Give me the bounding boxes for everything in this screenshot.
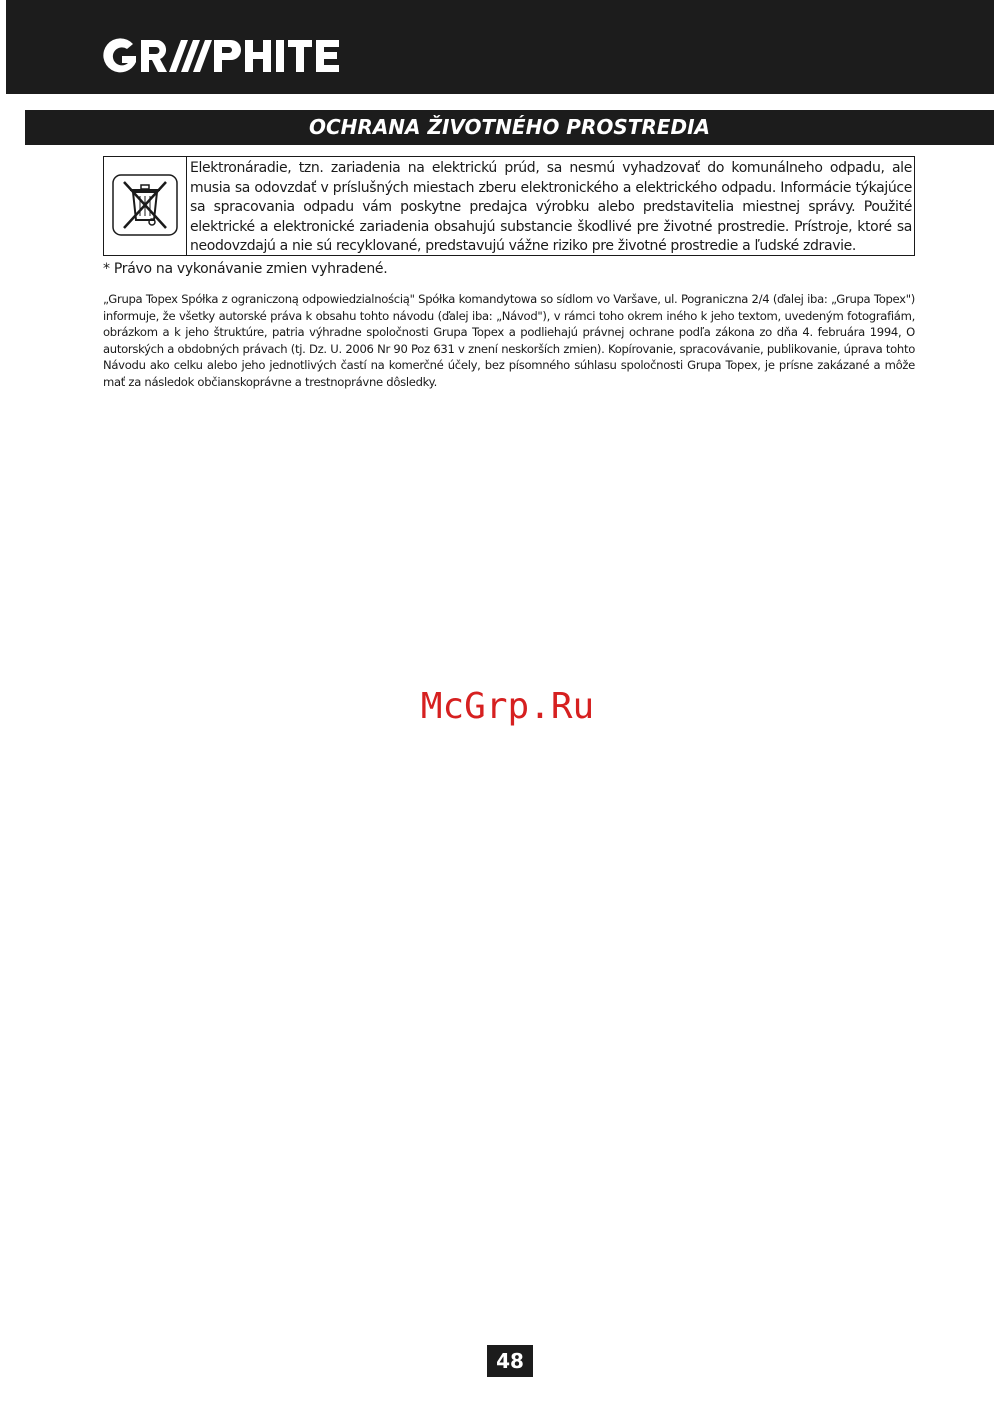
page-number: 48 bbox=[487, 1345, 533, 1377]
recycling-notice bbox=[103, 156, 915, 256]
watermark: McGrp.Ru bbox=[420, 686, 595, 727]
crossed-out-wheeled-bin-icon bbox=[112, 174, 178, 236]
recycling-text: Elektronáradie, tzn. zariadenia na elektrickú prúd, sa nesmú vyhadzovať do komunálneho odpadu, ale musia sa odovzdať v príslušných miestach zberu elektronického a elektrického odpadu. Informácie týkajúce sa spracovania odpadu vám poskytne predajca výrobku alebo predstavitelia miestnej správy. Použité elektrické a elektronické zariadenia obsahujú substancie škodlivé pre životné prostredie. Prístroje, ktoré sa neodovzdajú a nie sú recyklované, predstavujú vážne riziko pre životné prostredie a ľudské zdravie. bbox=[190, 160, 912, 254]
change-notice: * Právo na vykonávanie zmien vyhradené. bbox=[103, 261, 388, 277]
copyright-notice: „Grupa Topex Spółka z ograniczoną odpowiedzialnością" Spółka komandytowa so sídlom vo Varšave, ul. Pograniczna 2/4 (ďalej iba: „Grupa Topex") informuje, že všetky autorské práva k obsahu tohto návodu (ďalej iba: „Návod"), v rámci toho okrem iného k jeho textom, uvedeným fotografiám, obrázkom a k jeho štruktúre, patria výhradne spoločnosti Grupa Topex a podliehajú právnej ochrane podľa zákona zo dňa 4. februára 1994, O autorských a obdobných právach (tj. Dz. U. 2006 Nr 90 Poz 631 v znení neskorších zmien). Kopírovanie, spracovávanie, publikovanie, úprava tohto Návodu ako celku alebo jeho jednotlivých častí na komerčné účely, bez písomného súhlasu spoločnosti Grupa Topex, je prísne zakázané a môže mať za následok občianskoprávne a trestnoprávne dôsledky. bbox=[103, 292, 915, 389]
recycling-icon-cell bbox=[104, 157, 187, 255]
section-title: OCHRANA ŽIVOTNÉHO PROSTREDIA bbox=[25, 110, 994, 145]
graphite-logo-mark bbox=[103, 36, 343, 76]
